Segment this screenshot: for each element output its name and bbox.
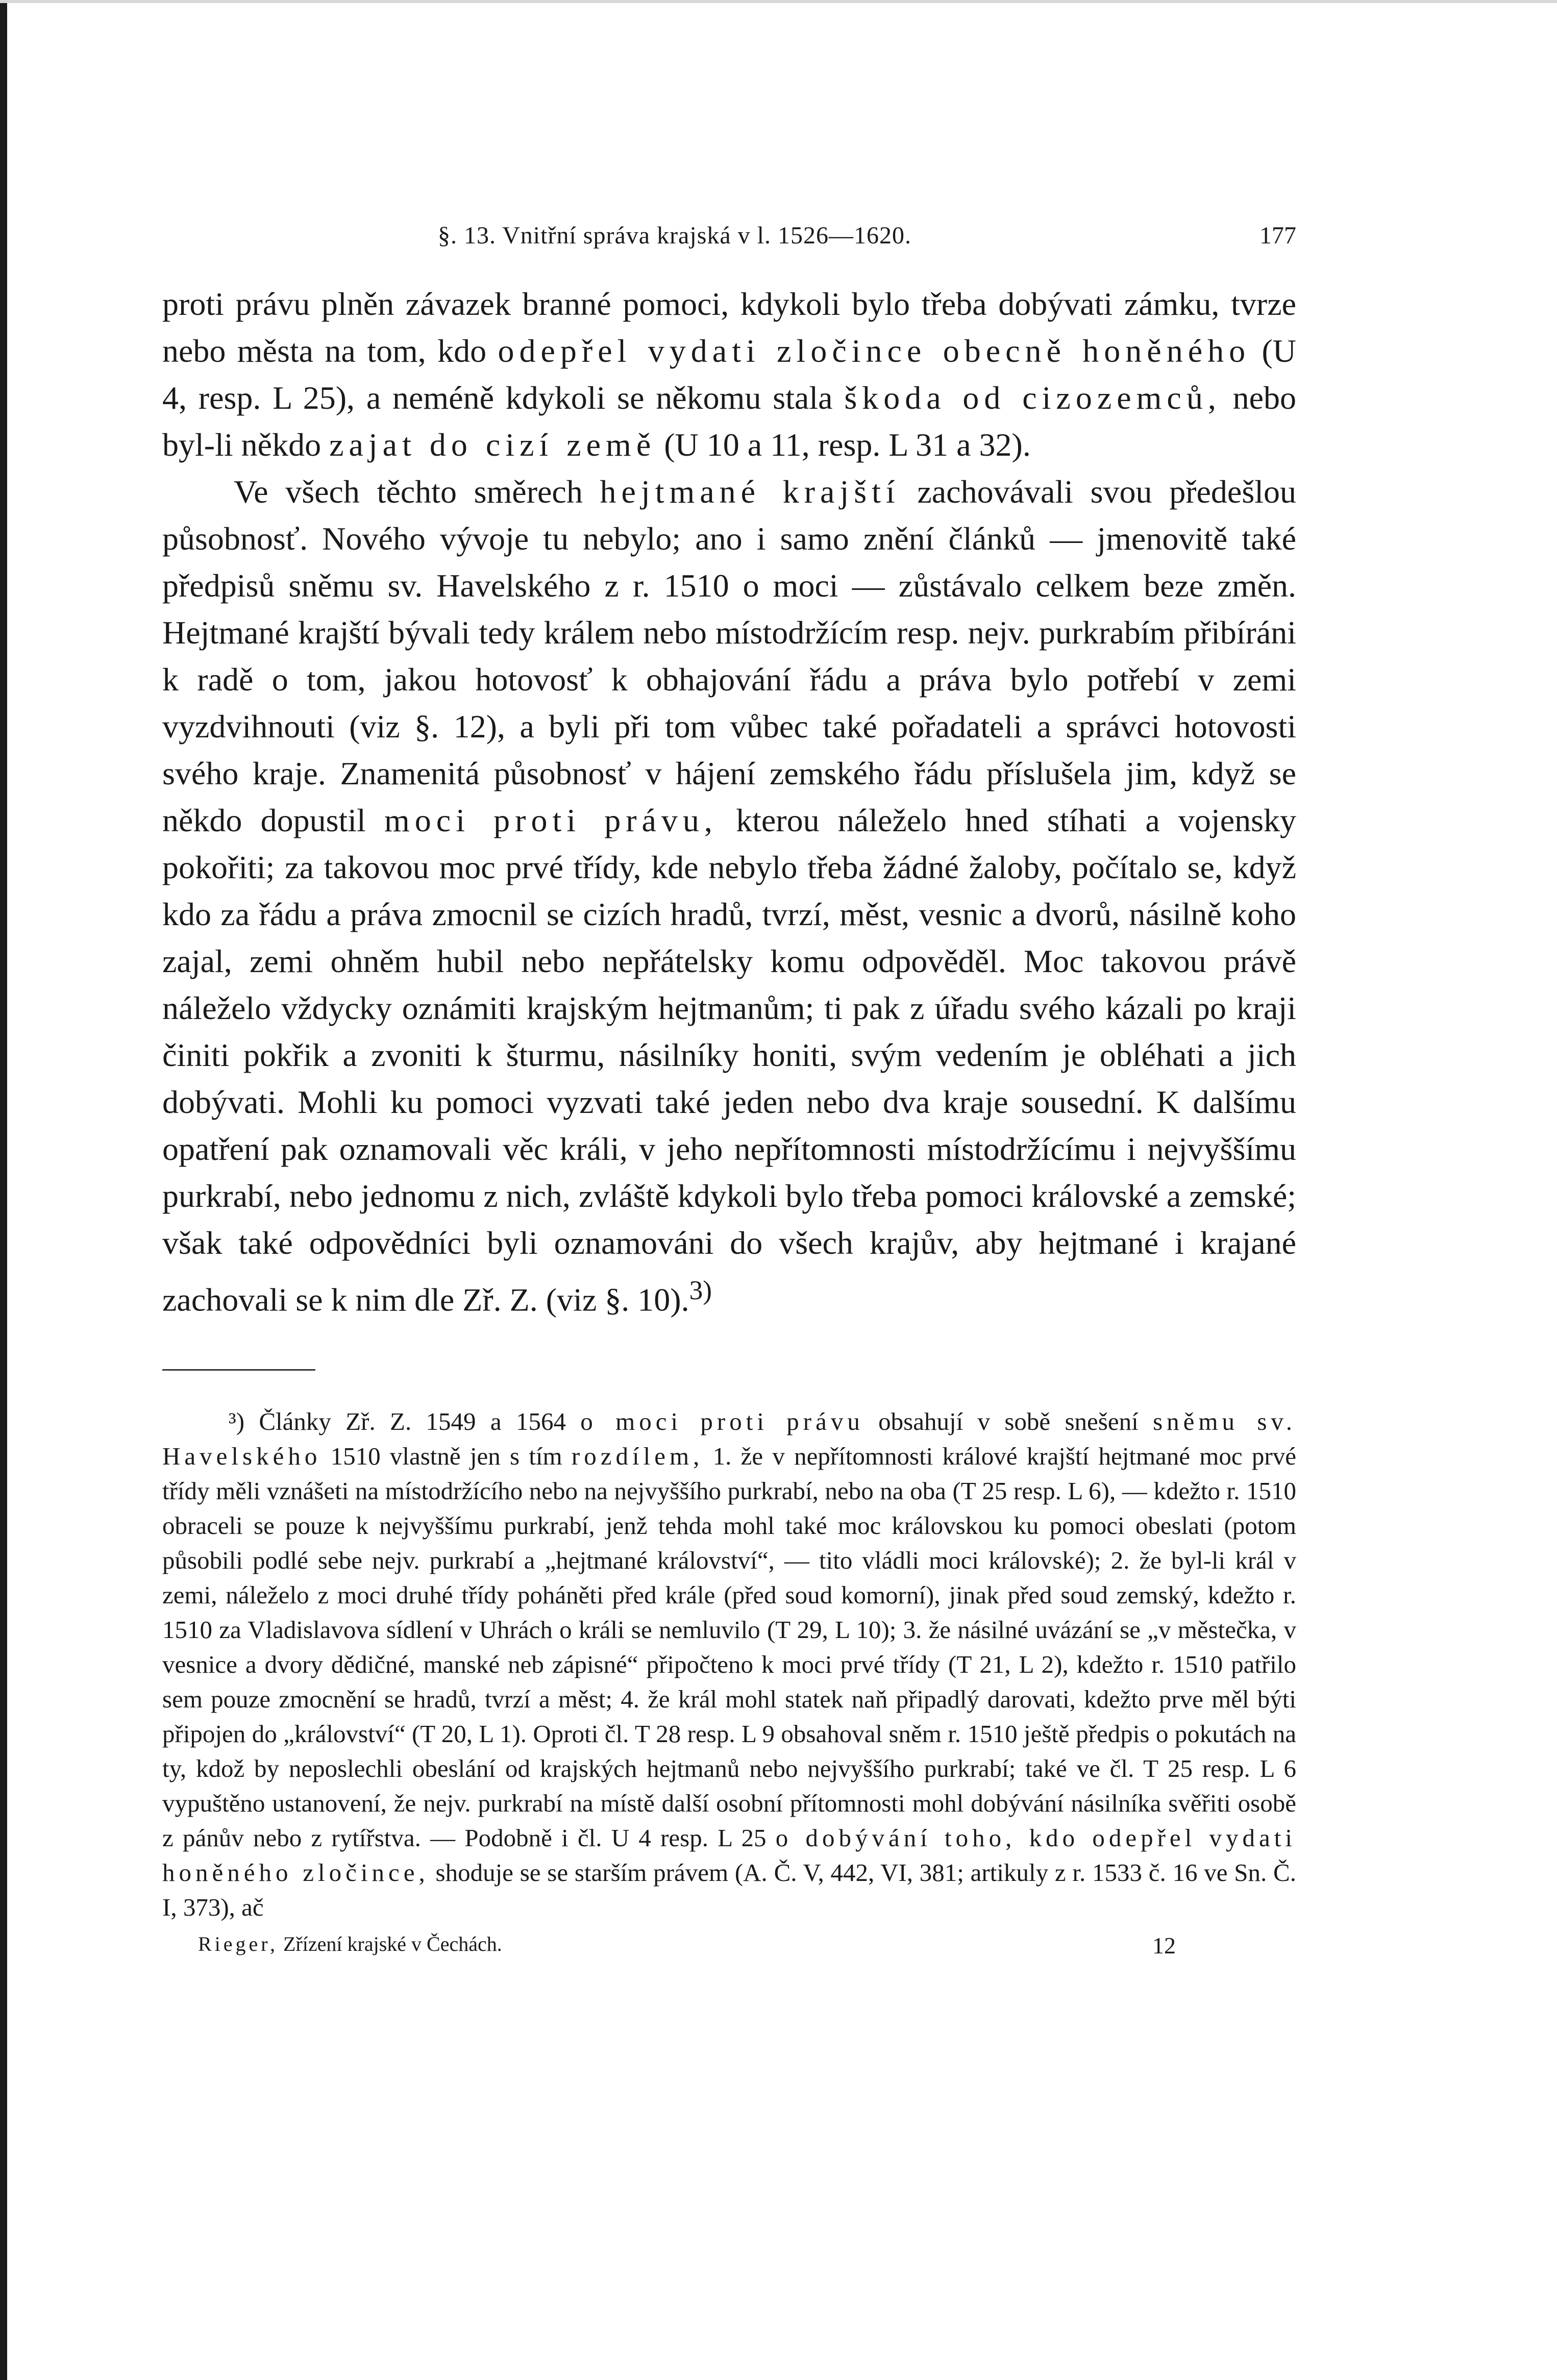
footnote-reference[interactable]: 3)	[689, 1275, 712, 1305]
p2-text-1: Ve všech těchto směrech	[234, 474, 600, 510]
fn-spaced-3: rozdílem,	[571, 1442, 704, 1471]
p1-text-3: nebo byl-li někdo	[162, 380, 1297, 463]
fn-text-5: shoduje se se starším právem (A. Č. V, 442, VI, 381; artikuly z r. 1533 č. 16 ve Sn. Č. I, 373), ač	[162, 1858, 1296, 1922]
scan-border	[0, 0, 7, 2380]
signature-work: Zřízení krajské v Čechách.	[278, 1932, 502, 1956]
fn-text-4: 1. že v nepřítomnosti králové krajští hejtmané moc prvé třídy měli vznášeti na místodržícího nebo na nejvyššího purkrabí, nebo na oba (T 25 resp. L 6), — kdežto r. 1510 obraceli se pouze k nejvyššímu purkrabí, jenž tehda mohl také moc královskou ku pomoci obeslati (potom působili podlé sebe nejv. purkrabí a „hejtmané království“, — tito vládli moci královské); 2. že byl-li král v zemi, náleželo z moci druhé třídy poháněti před krále (před soud komorní), jinak před soud zemský, kdežto r. 1510 za Vladislavova sídlení v Uhrách o králi se nemluvilo (T 29, L 10); 3. že násilné uvázání se „v městečka, v vesnice a dvory dědičné, manské neb zápisné“ připočteno k moci prvé třídy (T 21, L 2), kdežto r. 1510 patřilo sem pouze zmocnění se hradů, tvrzí a měst; 4. že král mohl statek naň připadlý darovati, kdežto prve měl býti připojen do „království“ (T 20, L 1). Oproti čl. T 28 resp. L 9 obsahoval sněm r. 1510 ještě předpis o pokutách na ty, kdož by neposlechli obeslání od krajských hejtmanů nebo nejvyššího purkrabí; také ve čl. T 25 resp. L 6 vypuštěno ustanovení, že nejv. purkrabí na místě další osobní přítomnosti mohl dobývání násilníka svěřiti osobě z pánův nebo z rytířstva. — Podobně i čl. U 4 resp. L 25	[162, 1442, 1296, 1852]
scan-top-edge	[0, 0, 1557, 3]
footnote-rule	[162, 1369, 315, 1371]
paragraph-2	[162, 468, 1296, 1323]
running-head-title: §. 13. Vnitřní správa krajská v l. 1526—1620.	[438, 222, 912, 249]
p2-text-2: zachovávali svou předešlou působnosť. Nového vývoje tu nebylo; ano i samo znění článků — jmenovitě také předpisů sněmu sv. Havelského z r. 1510 o moci — zůstávalo celkem beze změn. Hejtmané krajští bývali tedy králem nebo místodržícím resp. nejv. purkrabím přibíráni k radě o tom, jakou hotovosť k obhajování řádu a práva bylo potřebí v zemi vyzdvihnouti (viz §. 12), a byli při tom vůbec také pořadateli a správci hotovosti svého kraje. Znamenitá působnosť v hájení zemského řádu příslušela jim, když se někdo dopustil	[162, 474, 1297, 838]
running-head	[162, 214, 1296, 260]
p2-spaced-2: moci proti právu,	[384, 802, 718, 838]
p1-text-1: proti právu plněn závazek branné pomoci, kdykoli bylo třeba dobývati zámku, tvrze nebo města na tom, kdo	[162, 286, 1296, 369]
footnote-marker: ³)	[229, 1407, 245, 1436]
signature-title	[198, 1932, 502, 1956]
p2-text-3: kterou náleželo hned stíhati a vojensky pokořiti; za takovou moc prvé třídy, kde nebylo třeba žádné žaloby, počítalo se, když kdo za řádu a práva zmocnil se cizích hradů, tvrzí, měst, vesnic a dvorů, násilně koho zajal, zemi ohněm hubil nebo nepřátelsky komu odpověděl. Moc takovou právě náleželo vždycky oznámiti krajským hejtmanům; ti pak z úřadu svého kázali po kraji činiti pokřik a zvoniti k šturmu, násilníky honiti, svým vedením je obléhati a jich dobývati. Mohli ku pomoci vyzvati také jeden nebo dva kraje sousední. K dalšímu opatření pak oznamovali věc králi, v jeho nepřítomnosti místodržícímu i nejvyššímu purkrabí, nebo jednomu z nich, zvláště kdykoli bylo třeba pomoci královské a zemské; však také odpovědníci byli oznamováni do všech krajův, aby hejtmané i krajané zachovali se k nim dle Zř. Z. (viz §. 10).	[162, 802, 1297, 1318]
signature-line	[162, 1932, 1296, 1963]
page-number: 177	[1259, 222, 1296, 249]
p1-spaced-3: zajat do cizí země	[329, 427, 656, 463]
p1-text-4: (U 10 a 11, resp. L 31 a 32).	[656, 427, 1031, 463]
p1-spaced-1: odepřel vydati zločince obecně honěného	[498, 333, 1251, 369]
p2-spaced-1: hejtmané krajští	[600, 474, 900, 510]
main-text	[162, 281, 1296, 1323]
signature-author: Rieger,	[198, 1932, 279, 1956]
fn-text-1: Články Zř. Z. 1549 a 1564	[244, 1407, 581, 1436]
fn-text-2: obsahují v sobě snešení	[863, 1407, 1153, 1436]
book-page	[162, 214, 1296, 1963]
p1-text-2: (U 4, resp. L 25), a neméně kdykoli se někomu stala	[162, 333, 1297, 416]
p1-spaced-2: škoda od cizozemců,	[844, 380, 1221, 416]
footnote-3	[162, 1404, 1296, 1925]
fn-spaced-4: o dobývání toho, kdo odepřel vydati honěného zločince,	[162, 1824, 1296, 1887]
fn-spaced-1: o moci proti právu	[580, 1407, 864, 1436]
fn-text-3: 1510 vlastně jen s tím	[321, 1442, 572, 1471]
paragraph-1	[162, 281, 1296, 468]
signature-sheet-number: 12	[1152, 1932, 1176, 1959]
fn-spaced-2: sněmu sv. Havelského	[162, 1407, 1296, 1471]
